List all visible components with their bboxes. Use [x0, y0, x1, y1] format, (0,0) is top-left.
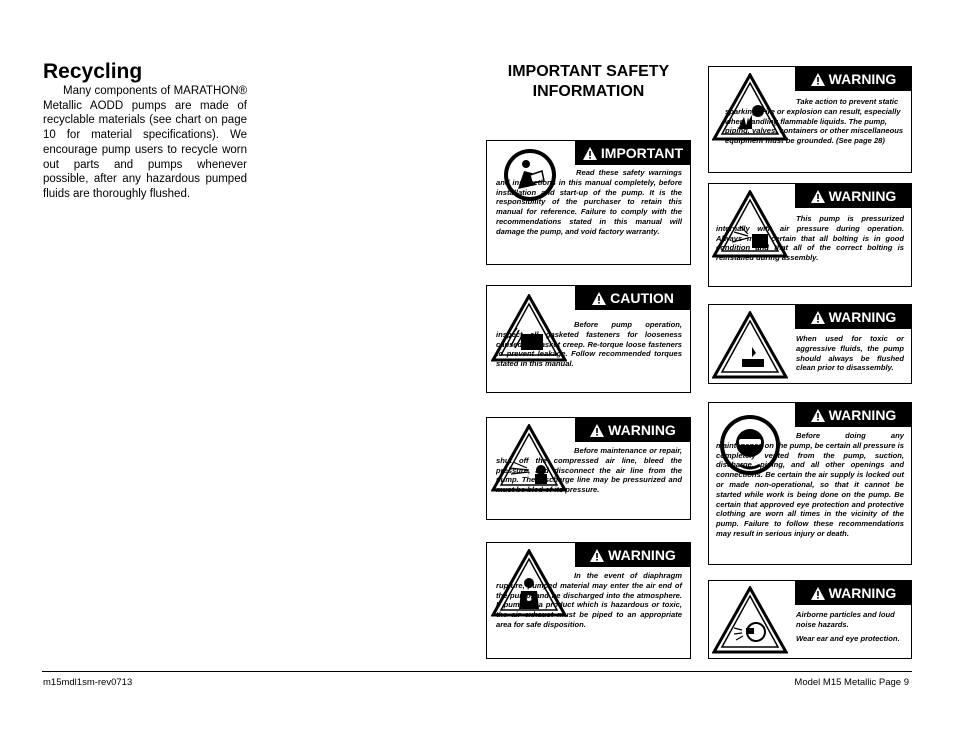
warning-diaphragm-notice [486, 542, 691, 659]
safety-heading [486, 62, 691, 102]
alert-icon [590, 549, 604, 562]
important-notice [486, 140, 691, 265]
warning-banner [575, 418, 691, 442]
alert-icon [811, 409, 825, 422]
warning-maintenance-notice [708, 402, 912, 565]
footer-doc-id: m15mdl1sm-rev0713 [43, 677, 133, 688]
important-label: IMPORTANT [600, 145, 684, 161]
important-banner [575, 141, 691, 165]
important-text: Read these safety warnings and instructions in this manual completely, before installation and start-up of the pump. It is the responsibility of the purchaser to retain this manual for reference. Failure to comply with the recommendations stated in this manual will damage the pump, and void factory warranty. [496, 168, 682, 236]
recycling-title: Recycling [43, 60, 143, 83]
warning-label: WARNING [608, 547, 676, 563]
footer-rule [42, 671, 912, 672]
warning-diaphragm-text: In the event of diaphragm rupture, pumped material may enter the air end of the pump, and be discharged into the atmosphere. If pumping a product which is hazardous or toxic, the air exhaust must be piped to an appropriate area for safe disposition. [496, 571, 682, 629]
warning-banner [575, 543, 691, 567]
warning-banner [795, 67, 912, 91]
caution-label: CAUTION [610, 290, 674, 306]
toxic-fluid-icon [712, 311, 788, 379]
warning-pressurized-notice [708, 183, 912, 287]
alert-icon [811, 190, 825, 203]
warning-air-text: Before maintenance or repair, shut off the compressed air line, bleed the pressure, and disconnect the air line from the pump. The discharge line may be pressurized and must be bled of its pressure. [496, 446, 682, 495]
alert-icon [590, 424, 604, 437]
alert-icon [811, 587, 825, 600]
warning-label: WARNING [828, 71, 897, 87]
warning-toxic-notice [708, 304, 912, 384]
caution-notice [486, 285, 691, 393]
warning-pressurized-text: This pump is pressurized internally with air pressure during operation. Always make certain that all bolting is in good condition and that all of the correct bolting is reinstalled during assembly. [716, 214, 904, 263]
warning-noise-text: Airborne particles and loud noise hazards. [796, 610, 895, 629]
warning-label: WARNING [828, 407, 897, 423]
warning-static-text: Take action to prevent static sparking. Fire or explosion can result, especially when handling flammable liquids. The pump, piping, valves, containers or other miscellaneous equipment must be grounded. (See page 28) [725, 97, 904, 146]
warning-label: WARNING [828, 585, 897, 601]
alert-icon [592, 292, 606, 305]
safety-heading-line2: INFORMATION [532, 83, 645, 100]
warning-toxic-text: When used for toxic or aggressive fluids, the pump should always be flushed clean prior to disassembly. [796, 334, 904, 373]
warning-label: WARNING [828, 188, 897, 204]
warning-noise-notice [708, 580, 912, 659]
warning-maintenance-text: Before doing any maintenance on the pump, be certain all pressure is completely vented from the pump, suction, discharge, piping, and all other openings and connections. Be certain the air supply is locked out or made non-operational, so that it cannot be started while work is being done on the pump. Be certain that approved eye protection and protective clothing are worn all times in the vicinity of the pump. Failure to follow these recommendations may result in serious injury or death. [716, 431, 904, 538]
alert-icon [811, 311, 825, 324]
caution-banner [575, 286, 691, 310]
safety-heading-line1: IMPORTANT SAFETY [507, 63, 670, 80]
warning-banner [795, 581, 912, 605]
warning-label: WARNING [608, 422, 676, 438]
warning-banner [795, 305, 912, 329]
warning-banner [795, 403, 912, 427]
noise-hazard-icon [712, 586, 788, 654]
warning-banner [795, 184, 912, 208]
caution-text: Before pump operation, inspect all gasketed fasteners for looseness caused by gasket creep. Re-torque loose fasteners to prevent leakage. Follow recommended torques stated in this manual. [496, 320, 682, 369]
warning-label: WARNING [828, 309, 897, 325]
footer-page-label: Model M15 Metallic Page 9 [794, 677, 909, 688]
recycling-body: Many components of MARATHON® Metallic AODD pumps are made of recyclable materials (see chart on page 10 for material specifications). We encourage pump users to recycle worn out parts and pumps whenever possible, after any hazardous pumped fluids are thoroughly flushed. [43, 85, 247, 200]
warning-air-notice [486, 417, 691, 520]
warning-noise-text2: Wear ear and eye protection. [796, 634, 900, 643]
warning-static-notice [708, 66, 912, 173]
alert-icon [811, 73, 825, 86]
alert-icon [583, 147, 597, 160]
